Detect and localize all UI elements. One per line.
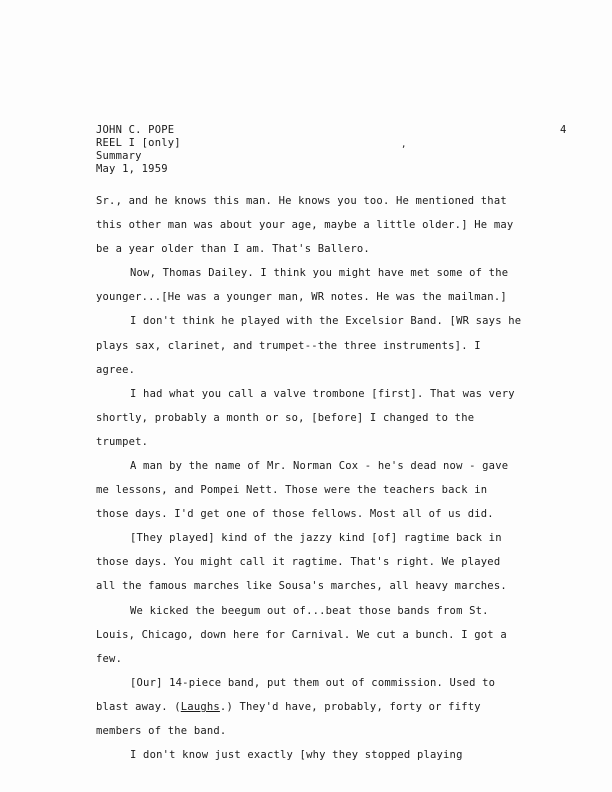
text-line: shortly, probably a month or so, [before] I changed to the (96, 412, 475, 424)
interviewee-name: JOHN C. POPE (96, 124, 175, 136)
stray-mark: , (401, 140, 407, 150)
text-line: I had what you call a valve trombone [first]. That was very (130, 388, 515, 400)
document-type: Summary (96, 150, 142, 162)
text-line (96, 701, 481, 713)
text-line: I don't think he played with the Excelsior Band. [WR says he (130, 315, 522, 327)
reel-label: REEL I [only] (96, 137, 181, 149)
text-line: Now, Thomas Dailey. I think you might have met some of the (130, 267, 509, 279)
text-line: [They played] kind of the jazzy kind [of] ragtime back in (130, 532, 502, 544)
text-line: few. (96, 653, 123, 665)
text-line: all the famous marches like Sousa's marches, all heavy marches. (96, 580, 507, 592)
text-segment: blast away. ( (96, 701, 181, 713)
text-line: A man by the name of Mr. Norman Cox - he's dead now - gave (130, 460, 509, 472)
text-line: agree. (96, 364, 136, 376)
page-number: 4 (560, 124, 567, 136)
text-line: younger...[He was a younger man, WR notes. He was the mailman.] (96, 291, 507, 303)
interview-date: May 1, 1959 (96, 163, 168, 175)
text-line: those days. I'd get one of those fellows. Most all of us did. (96, 508, 494, 520)
text-line: me lessons, and Pompei Nett. Those were the teachers back in (96, 484, 488, 496)
text-line: I don't know just exactly [why they stopped playing (130, 749, 463, 761)
text-segment: .) They'd have, probably, forty or fifty (219, 701, 481, 713)
text-line: plays sax, clarinet, and trumpet--the three instruments]. I (96, 340, 481, 352)
text-line: Louis, Chicago, down here for Carnival. We cut a bunch. I got a (96, 629, 507, 641)
document-header (96, 124, 181, 176)
text-line: trumpet. (96, 436, 149, 448)
text-line: be a year older than I am. That's Ballero. (96, 243, 370, 255)
text-line: members of the band. (96, 725, 227, 737)
text-line: [Our] 14-piece band, put them out of commission. Used to (130, 677, 496, 689)
text-line: Sr., and he knows this man. He knows you too. He mentioned that (96, 195, 507, 207)
underlined-text: Laughs (180, 701, 220, 713)
text-line: this other man was about your age, maybe a little older.] He may (96, 219, 514, 231)
text-line: We kicked the beegum out of...beat those bands from St. (130, 605, 489, 617)
text-line: those days. You might call it ragtime. That's right. We played (96, 556, 501, 568)
